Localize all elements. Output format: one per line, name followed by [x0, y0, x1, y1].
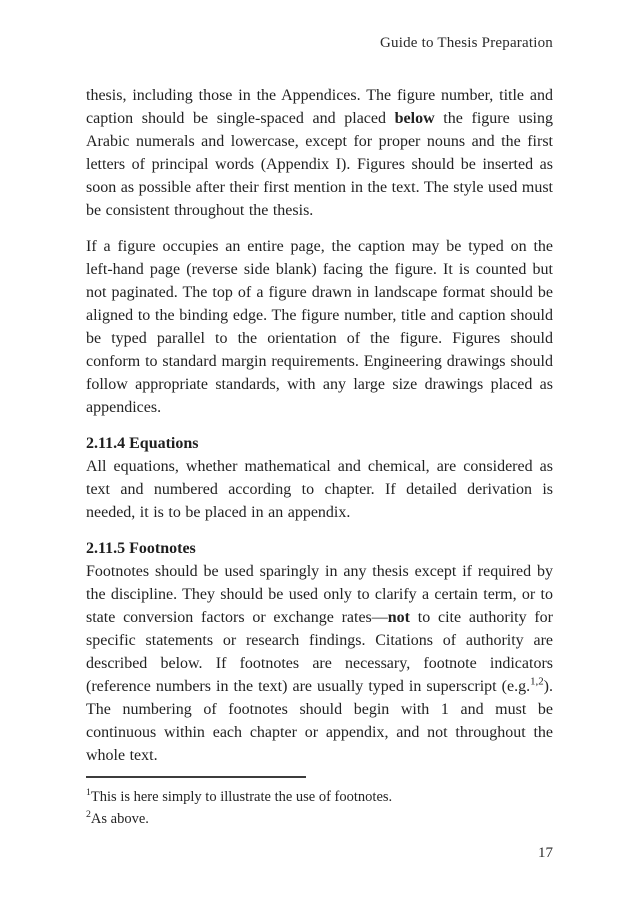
page-number: 17: [538, 845, 553, 861]
footnote-2-text: As above.: [90, 811, 149, 827]
paragraph-footnotes: [86, 560, 553, 767]
text-run: ). The numbering of footnotes should begin with 1 and must be continuous within each chapter or appendix, and not throughout the whole text.: [86, 678, 553, 764]
heading-equations: 2.11.4 Equations: [86, 435, 199, 452]
footnote-1-marker: 1: [86, 787, 91, 799]
text-run: thesis, including those in the Appendices. The figure number, title and caption should be single-spaced and placed: [86, 87, 553, 127]
running-header: Guide to Thesis Preparation: [379, 35, 553, 51]
footnote-2-marker: 2: [86, 809, 91, 821]
footnote-1-text: This is here simply to illustrate the use of footnotes.: [90, 789, 393, 805]
footnote-2: [86, 808, 553, 830]
paragraph-equations: All equations, whether mathematical and chemical, are considered as text and numbered according to chapter. If detailed derivation is needed, it is to be placed in an appendix.: [86, 458, 553, 521]
page-body: [86, 84, 553, 767]
text-run: the figure using Arabic numerals and lowercase, except for proper nouns and the first letters of principal words (Appendix I). Figures should be inserted as soon as possible after their first mention in the text. The style used must be consistent throughout the thesis.: [86, 110, 554, 219]
superscript-example-markers: 1,2: [530, 675, 544, 688]
paragraph-figures-continued: [86, 84, 553, 222]
text-run: to cite authority for specific statements or research findings. Citations of authority are described below. If footnotes are necessary, footnote indicators (reference numbers in the text) are usually typed in superscript (e.g.: [86, 609, 553, 695]
footnote-separator-rule: [86, 776, 306, 778]
heading-footnotes: 2.11.5 Footnotes: [86, 540, 196, 557]
paragraph-full-page-figures: If a figure occupies an entire page, the caption may be typed on the left-hand page (reverse side blank) facing the figure. It is counted but not paginated. The top of a figure drawn in landscape format should be aligned to the binding edge. The figure number, title and caption should be typed parallel to the orientation of the figure. Figures should conform to standard margin requirements. Engineering drawings should follow appropriate standards, with any large size drawings placed as appendices.: [86, 238, 553, 416]
bold-text-not: not: [387, 609, 411, 626]
footnote-area: [86, 768, 553, 830]
text-run: Footnotes should be used sparingly in any thesis except if required by the discipline. They should be used only to clarify a certain term, or to state conversion factors or exchange rates—: [86, 563, 553, 626]
footnote-1: [86, 786, 553, 808]
bold-text-below: below: [394, 110, 435, 127]
